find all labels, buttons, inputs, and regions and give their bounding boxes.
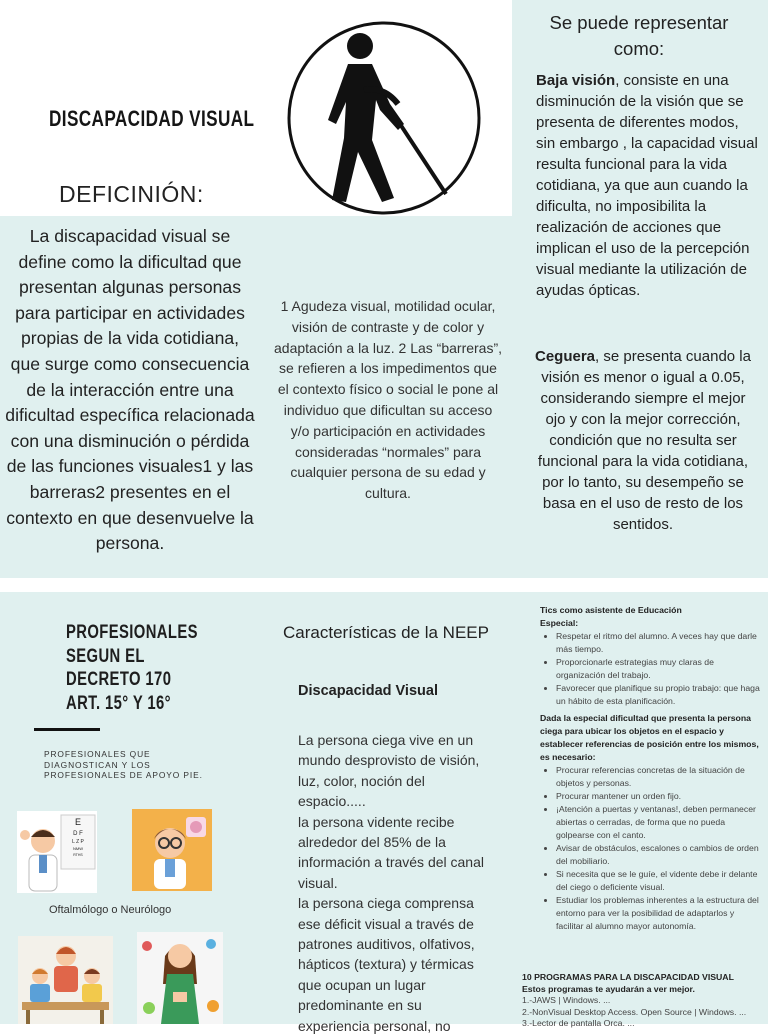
list-item: • Si necesita que se le guíe, el vidente debe ir delante del ciego o deficiente visual. — [556, 868, 760, 894]
caracteristicas-paragraph: La persona ciega vive en un mundo desprovisto de visión, luz, color, noción del espacio..... la persona vidente recibe alrededor del 85% de la información a través del canal visual. la persona ciega comprensa ese déficit visual a través de patrones auditivos, olfativos, hápticos (textura) y térmicas que ocupan un lugar predominante en su experiencia personal, no — [298, 732, 484, 1034]
svg-text:L Z P: L Z P — [72, 839, 84, 845]
profesionales-heading-line: PROFESIONALES — [66, 622, 198, 643]
classroom-children-illustration — [18, 936, 113, 1024]
baja-vision-term: Baja visión — [536, 72, 616, 89]
profesionales-heading-line: DECRETO 170 — [66, 669, 172, 690]
svg-text:RTHS: RTHS — [73, 853, 83, 857]
list-item: • Procurar referencias concretas de la situación de objetos y personas. — [556, 764, 760, 790]
svg-text:D F: D F — [73, 831, 83, 837]
program-item: 2.-NonVisual Desktop Access. Open Source | Windows. ... — [522, 1006, 747, 1017]
tics-section — [540, 604, 760, 933]
discapacidad-visual-subheading: Discapacidad Visual — [298, 683, 438, 699]
page-title: DISCAPACIDAD VISUAL — [49, 106, 255, 131]
baja-vision-text: , consiste en una disminución de la visión que se presenta de diferentes modos, sin embargo , la capacidad visual resulta funcional para la vida cotidiana, ya que aun cuando la dificulta, no imposibilita la realización de acciones que implican el uso de la percepción visual mediante la utilización de ayudas ópticas. — [536, 72, 758, 299]
list-item: • Respetar el ritmo del alumno. A veces hay que darle más tiempo. — [556, 630, 760, 656]
list-item: • Procurar mantener un orden fijo. — [556, 790, 760, 803]
program-item: 3.-Lector de pantalla Orca. ... — [522, 1018, 635, 1028]
list-item: • Estudiar los problemas inherentes a la estructura del entorno para ver la posibilidad de adaptarlos y facilitar al alumno mayor autonomía. — [556, 894, 760, 933]
definicion-text: La discapacidad visual se define como la dificultad que presentan algunas personas para participar en actividades propias de la vida cotidiana, que surge como consecuencia de la interacción entre una dificultad específica relacionada con una disminución o pérdida de las funciones visuales1 y las barreras2 presentes en el contexto en que desenvuelve la persona. — [5, 226, 255, 554]
programs-subheading: Estos programas te ayudarán a ver mejor. — [522, 983, 695, 994]
footnote-text: 1 Agudeza visual, motilidad ocular, visión de contraste y de color y adaptación a la luz. 2 Las “barreras”, se refieren a los impedimentos que el contexto físico o social le pone al individuo que dificultan su acceso y/o participación en actividades consideradas “normales” para cualquier persona de su edad y cultura. — [274, 298, 503, 502]
profesionales-subtext: PROFESIONALES QUE DIAGNOSTICAN Y LOS PROFESIONALES DE APOYO PIE. — [44, 749, 203, 781]
caracteristicas-heading: Características de la NEEP — [283, 623, 489, 642]
representar-heading: Se puede representar como: — [549, 12, 729, 59]
svg-text:E: E — [74, 817, 82, 827]
definicion-heading: DEFICINIÓN: — [59, 181, 204, 207]
tics-list — [540, 630, 760, 708]
illustration-caption: Oftalmólogo o Neurólogo — [49, 904, 172, 916]
glasses-doctor-illustration — [132, 809, 212, 891]
heading-divider — [34, 728, 100, 731]
teacher-illustration — [137, 932, 223, 1024]
list-item: • Proporcionarle estrategias muy claras de organización del trabajo. — [556, 656, 760, 682]
ceguera-text: , se presenta cuando la visión es menor o igual a 0.05, considerando siempre el mejor ojo y con la mejor corrección, condición que no resulta ser funcional para la vida cotidiana, por lo tanto, su desempeño se basa en el uso de resto de los sentidos. — [537, 348, 751, 533]
blind-person-with-cane-icon — [286, 20, 482, 216]
svg-text:NMW: NMW — [73, 846, 83, 851]
ceguera-term: Ceguera — [535, 348, 596, 365]
dada-heading: Dada la especial dificultad que presenta la persona ciega para ubicar los objetos en el espacio y establecer referencias de posición entre los mismos, es necesario: — [540, 713, 759, 762]
list-item: • Favorecer que planifique su propio trabajo: que haga un hábito de esta planificación. — [556, 682, 760, 708]
dada-list — [540, 764, 760, 933]
ceguera-paragraph — [530, 346, 756, 535]
list-item: • Avisar de obstáculos, escalones o cambios de orden del mobiliario. — [556, 842, 760, 868]
programs-heading: 10 PROGRAMAS PARA LA DISCAPACIDAD VISUAL — [522, 972, 734, 982]
list-item: • ¡Atención a puertas y ventanas!, deben permanecer abiertas o cerradas, de forma que no pueda golpearse con el canto. — [556, 803, 760, 842]
baja-vision-paragraph — [536, 70, 760, 301]
tics-heading: Tics como asistente de Educación Especial: — [540, 605, 682, 628]
eye-chart-doctor-illustration — [17, 811, 97, 893]
program-item: 1.-JAWS | Windows. ... — [522, 995, 611, 1005]
programs-section — [522, 972, 762, 1030]
profesionales-heading — [66, 621, 286, 715]
profesionales-heading-line: SEGUN EL — [66, 645, 145, 667]
profesionales-heading-line: ART. 15° Y 16° — [66, 692, 171, 714]
